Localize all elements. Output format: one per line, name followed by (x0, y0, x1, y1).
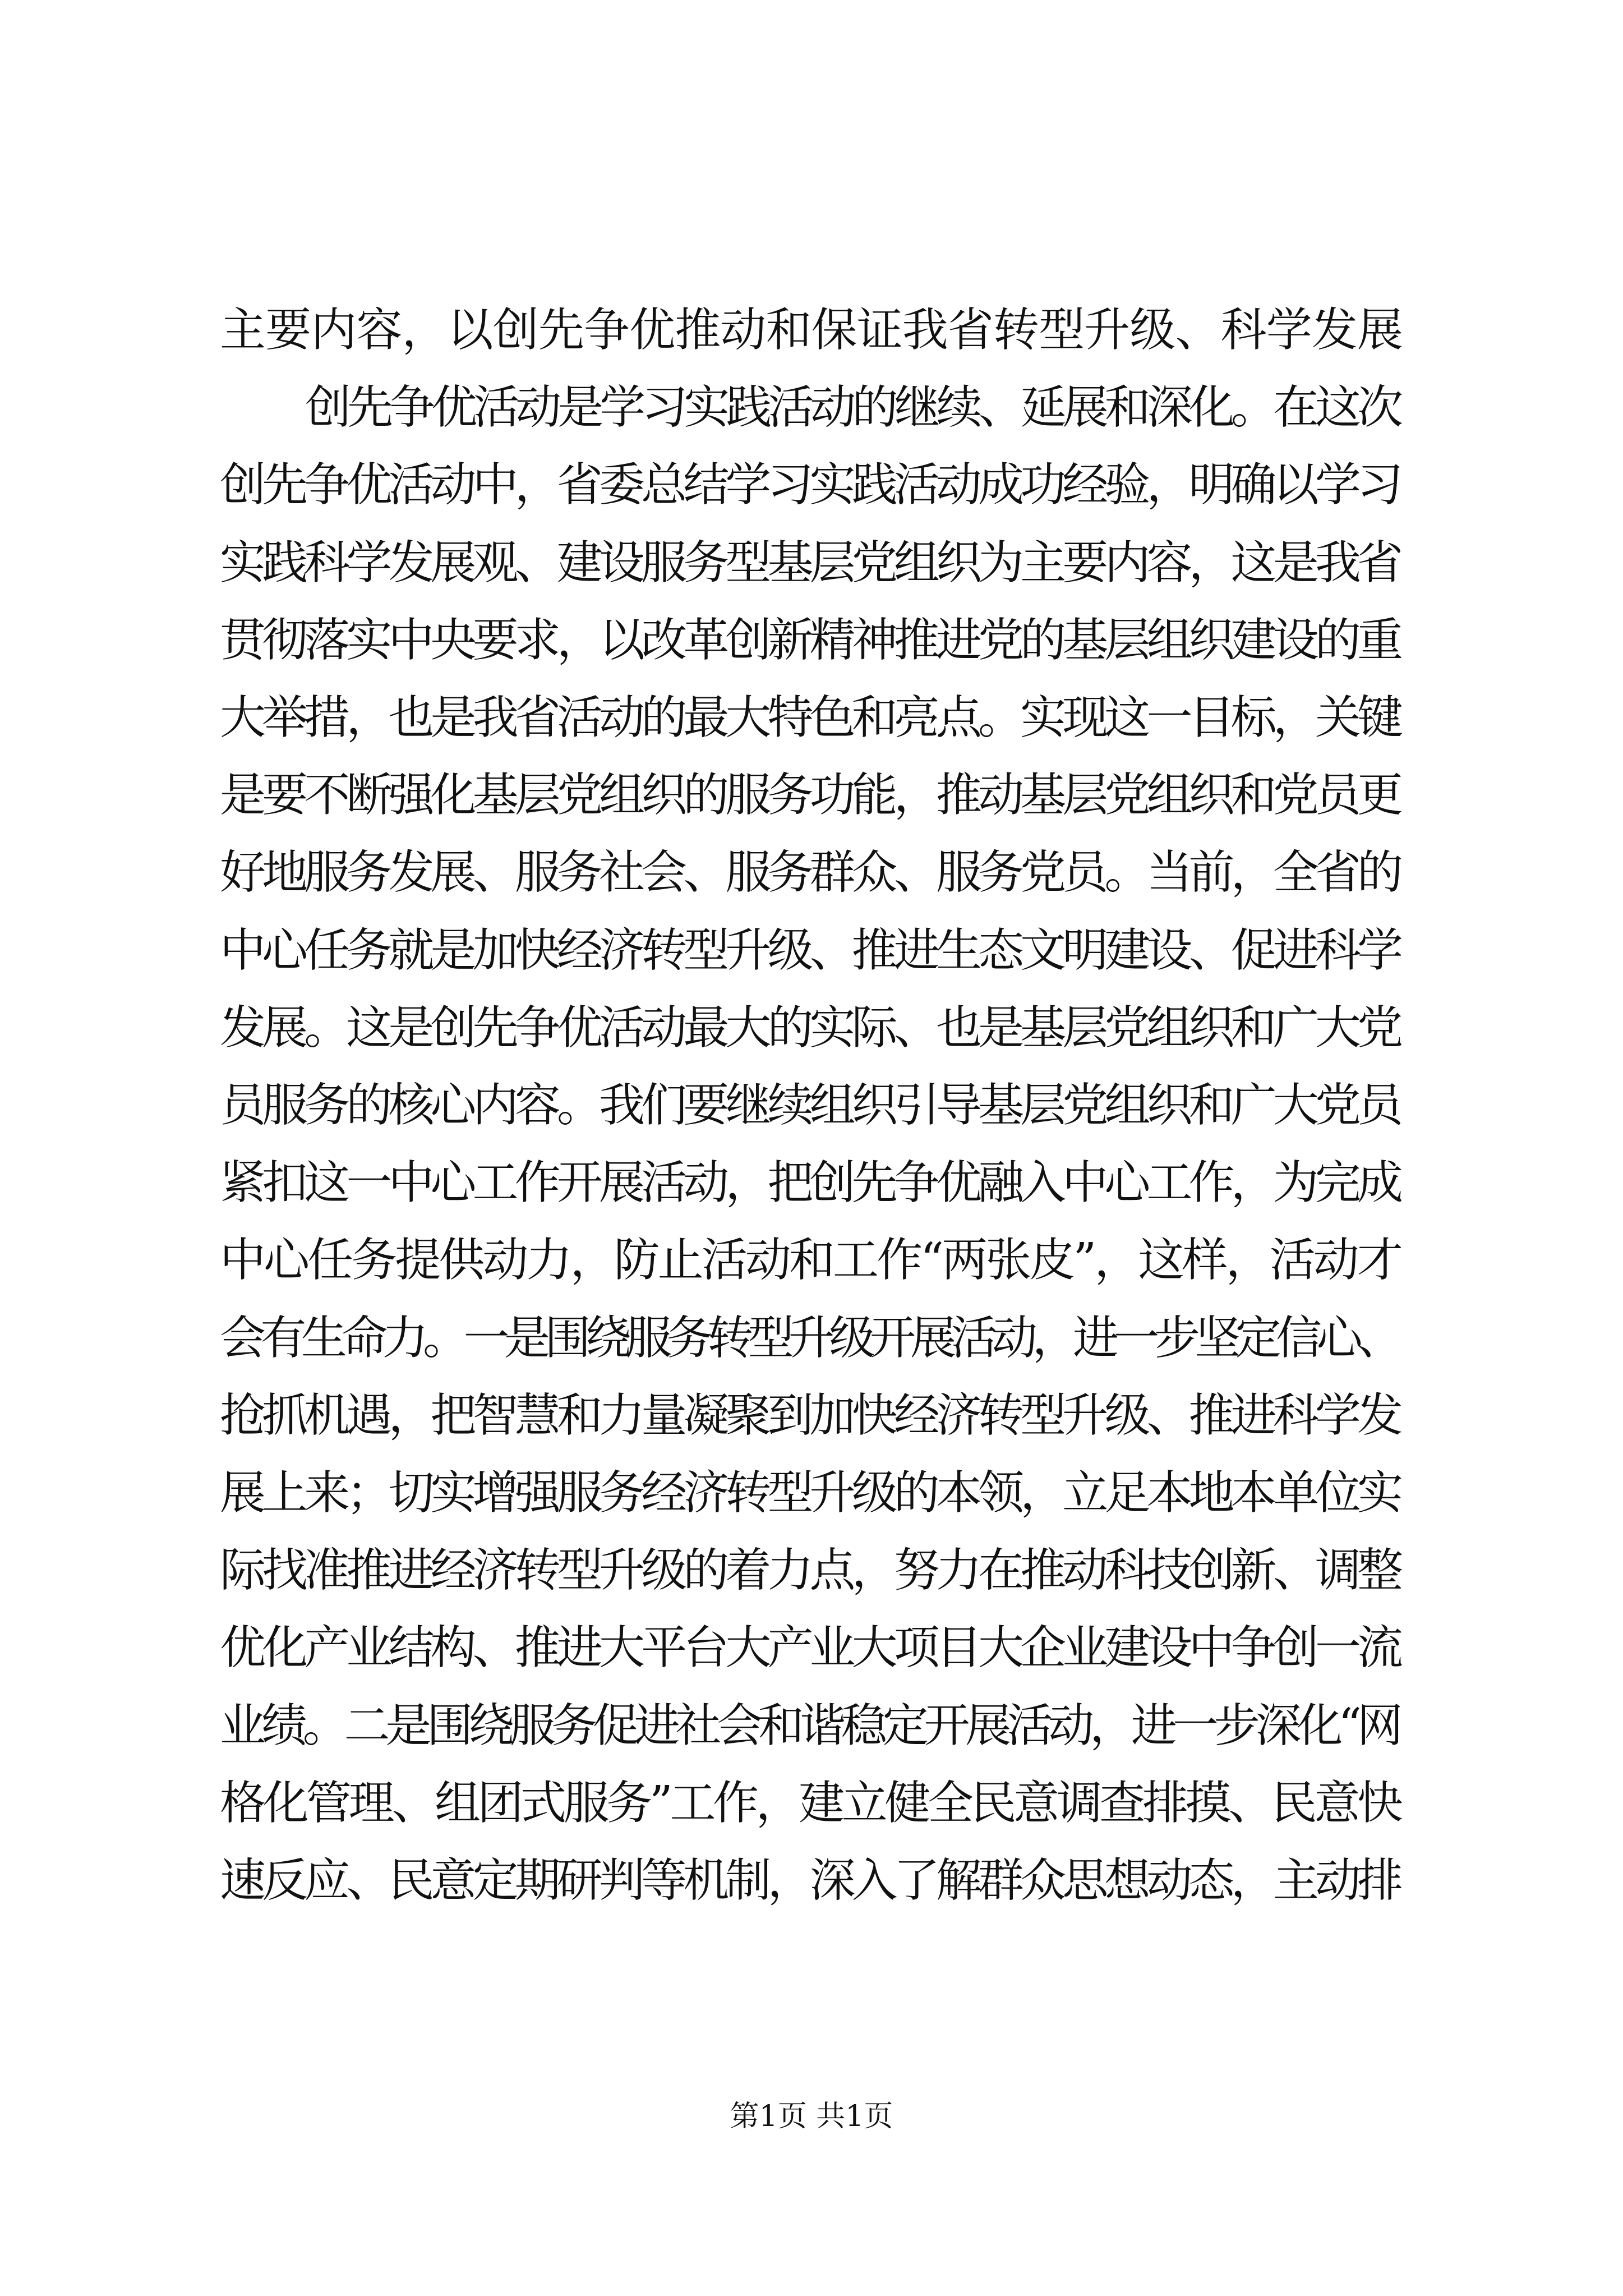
text-line: 际找准推进经济转型升级的着力点，努力在推动科技创新、调整 (220, 1544, 1400, 1598)
text-line: 中心任务提供动力，防止活动和工作“两张皮”，这样，活动才 (220, 1234, 1401, 1287)
text-line: 是要不断强化基层党组织的服务功能，推动基层党组织和党员更 (220, 769, 1400, 822)
text-line: 贯彻落实中央要求，以改革创新精神推进党的基层组织建设的重 (220, 613, 1400, 667)
page-footer: 第1页 共1页 (730, 2100, 893, 2133)
text-line: 会有生命力。一是围绕服务转型升级开展活动，进一步坚定信心、 (220, 1311, 1398, 1365)
text-line: 创先争优活动中，省委总结学习实践活动成功经验，明确以学习 (220, 458, 1400, 512)
text-line: 业绩。二是围绕服务促进社会和谐稳定开展活动，进一步深化“网 (220, 1699, 1399, 1752)
text-line: 实践科学发展观、建设服务型基层党组织为主要内容，这是我省 (220, 536, 1400, 590)
text-line: 发展。这是创先争优活动最大的实际、也是基层党组织和广大党 (220, 1001, 1400, 1055)
text-line: 好地服务发展、服务社会、服务群众、服务党员。当前，全省的 (220, 846, 1400, 900)
text-line: 紧扣这一中心工作开展活动，把创先争优融入中心工作，为完成 (220, 1156, 1400, 1210)
text-line: 优化产业结构、推进大平台大产业大项目大企业建设中争创一流 (220, 1621, 1400, 1675)
text-line: 员服务的核心内容。我们要继续组织引导基层党组织和广大党员 (220, 1079, 1400, 1132)
text-line: 展上来；切实增强服务经济转型升级的本领，立足本地本单位实 (220, 1466, 1400, 1520)
text-line: 抢抓机遇，把智慧和力量凝聚到加快经济转型升级、推进科学发 (220, 1388, 1400, 1442)
text-line: 创先争优活动是学习实践活动的继续、延展和深化。在这次 (305, 381, 1400, 435)
text-line: 速反应、民意定期研判等机制，深入了解群众思想动态，主动排 (220, 1854, 1400, 1907)
text-line: 大举措，也是我省活动的最大特色和亮点。实现这一目标，关键 (220, 691, 1400, 744)
text-line: 格化管理、组团式服务”工作，建立健全民意调查排摸、民意快 (220, 1776, 1400, 1830)
text-line: 主要内容，以创先争优推动和保证我省转型升级、科学发展 (220, 303, 1403, 357)
text-line: 中心任务就是加快经济转型升级、推进生态文明建设、促进科学 (220, 923, 1400, 977)
